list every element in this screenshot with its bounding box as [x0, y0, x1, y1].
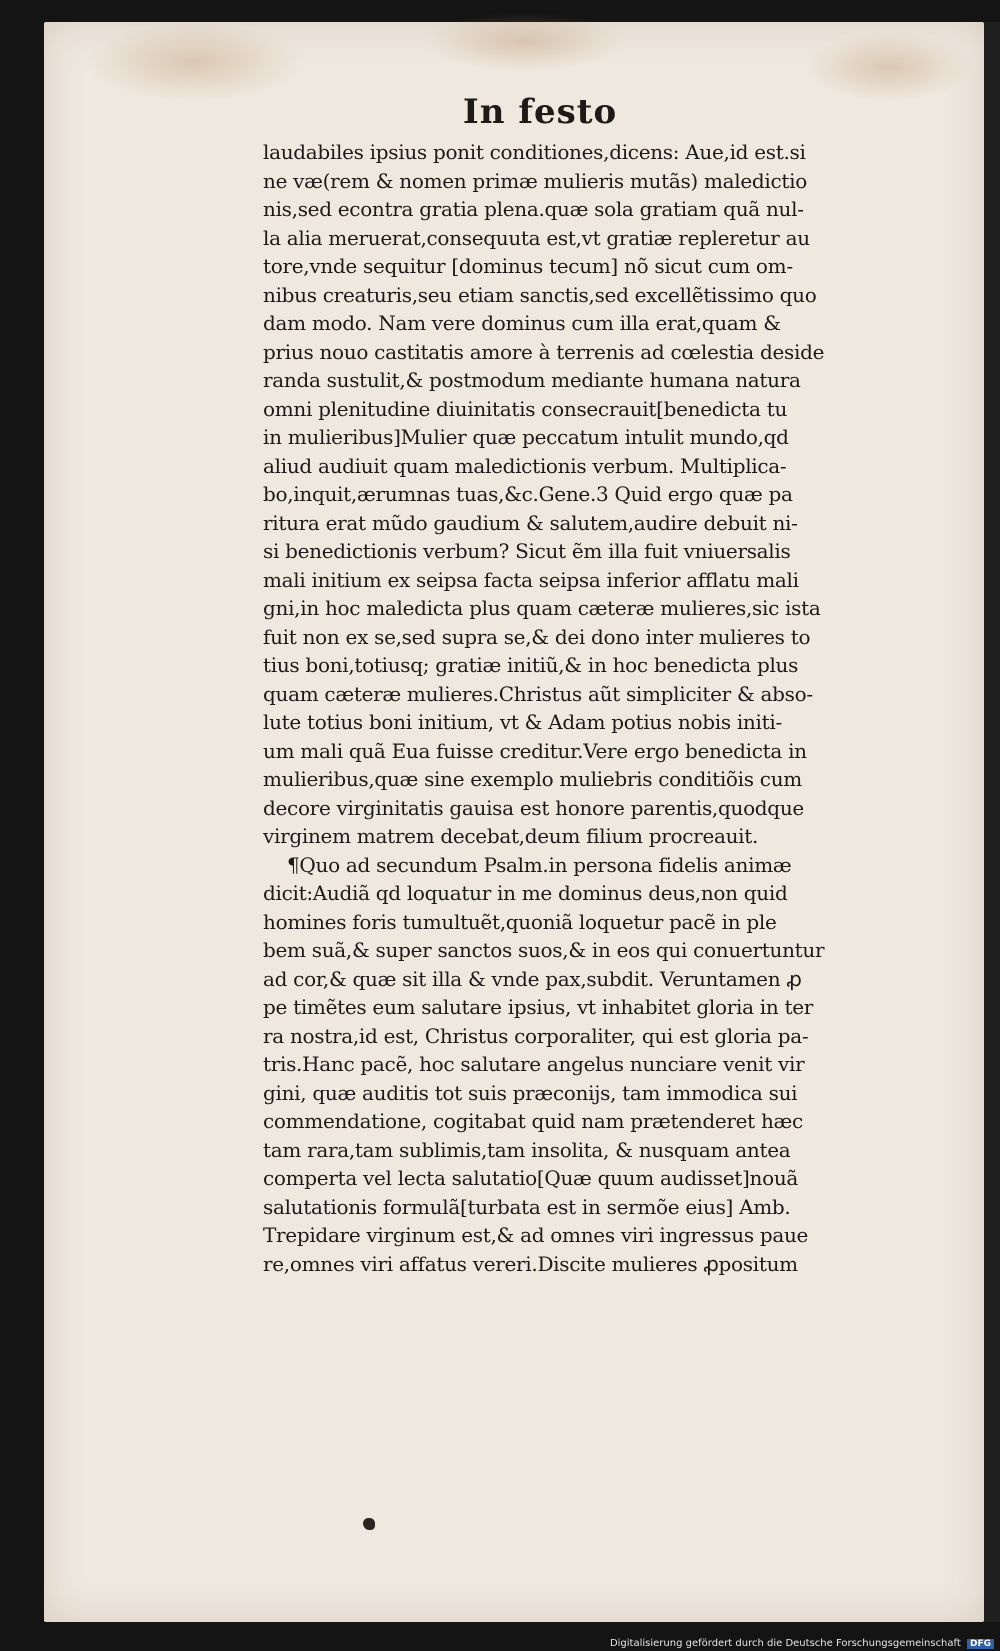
text-line: gni,in hoc maledicta plus quam cæteræ mulieres,sic ista	[263, 596, 821, 620]
text-line: ne væ(rem & nomen primæ mulieris mutãs) maledictio	[263, 168, 807, 193]
text-line: tam rara,tam sublimis,tam insolita, & nusquam antea	[263, 1137, 791, 1162]
text-line: commendatione, cogitabat quid nam prætenderet hæc	[263, 1109, 803, 1133]
text-line: quam cæteræ mulieres.Christus aũt simpliciter & abso-	[263, 681, 813, 706]
digitization-credit	[610, 1638, 994, 1649]
text-line: dicit:Audiã qd loquatur in me dominus deus,non quid	[263, 881, 788, 905]
text-line: ad cor,& quæ sit illa & vnde pax,subdit. Veruntamen ꝓ	[263, 966, 802, 991]
text-line: dam modo. Nam vere dominus cum illa erat,quam &	[263, 311, 781, 335]
text-line: decore virginitatis gauisa est honore parentis,quodque	[263, 795, 804, 820]
text-line: mulieribus,quæ sine exemplo muliebris conditiõis cum	[263, 767, 802, 791]
text-line: prius nouo castitatis amore à terrenis ad cœlestia deside	[263, 339, 825, 364]
text-line: randa sustulit,& postmodum mediante humana natura	[263, 368, 801, 392]
paper-stain	[84, 22, 304, 102]
text-line: nibus creaturis,seu etiam sanctis,sed excellẽtissimo quo	[263, 282, 817, 307]
text-line: homines foris tumultuẽt,quoniã loquetur pacẽ in ple	[263, 909, 777, 934]
text-line: laudabiles ipsius ponit conditiones,dicens: Aue,id est.si	[263, 140, 806, 164]
text-line: um mali quã Eua fuisse creditur.Vere ergo benedicta in	[263, 738, 807, 763]
text-line: Trepidare virginum est,& ad omnes viri ingressus paue	[263, 1223, 809, 1247]
text-line: ¶Quo ad secundum Psalm.in persona fidelis animæ	[287, 852, 792, 877]
text-line: bem suã,& super sanctos suos,& in eos qui conuertuntur	[263, 938, 825, 962]
text-line: tore,vnde sequitur [dominus tecum] nõ sicut cum om-	[263, 254, 793, 278]
body-text	[263, 138, 943, 1278]
text-line: in mulieribus]Mulier quæ peccatum intulit mundo,qd	[263, 425, 789, 449]
running-head: In festo	[462, 92, 618, 132]
text-line: omni plenitudine diuinitatis consecrauit[benedicta tu	[263, 396, 788, 421]
text-line: la alia meruerat,consequuta est,vt gratiæ repleretur au	[263, 225, 810, 250]
book-spine	[984, 22, 1000, 1622]
text-line: mali initium ex seipsa facta seipsa inferior afflatu mali	[263, 567, 799, 592]
credit-text: Digitalisierung gefördert durch die Deutsche Forschungsgemeinschaft	[609, 1638, 961, 1649]
text-line: pe timẽtes eum salutare ipsius, vt inhabitet gloria in ter	[263, 995, 814, 1019]
printer-ornament	[363, 1518, 375, 1530]
text-line: bo,inquit,ærumnas tuas,&c.Gene.3 Quid ergo quæ pa	[263, 482, 793, 506]
text-line: tris.Hanc pacẽ, hoc salutare angelus nunciare venit vir	[263, 1052, 805, 1076]
text-line: tius boni,totiusq; gratiæ initiũ,& in hoc benedicta plus	[263, 653, 799, 677]
text-line: lute totius boni initium, vt & Adam potius nobis initi-	[263, 710, 782, 734]
text-line: si benedictionis verbum? Sicut ẽm illa fuit vniuersalis	[263, 539, 791, 563]
text-line: nis,sed econtra gratia plena.quæ sola gratiam quã nul-	[263, 197, 804, 221]
text-line: ritura erat mũdo gaudium & salutem,audire debuit ni-	[263, 510, 798, 535]
text-line: virginem matrem decebat,deum filium procreauit.	[263, 824, 759, 848]
dfg-logo: DFG	[967, 1639, 994, 1649]
text-line: re,omnes viri affatus vereri.Discite mulieres ꝓpositum	[263, 1251, 798, 1276]
text-line: comperta vel lecta salutatio[Quæ quum audisset]nouã	[263, 1166, 799, 1190]
text-line: salutationis formulã[turbata est in sermõe eius] Amb.	[263, 1194, 791, 1219]
text-line: gini, quæ auditis tot suis præconijs, tam immodica sui	[263, 1080, 798, 1105]
paper-stain	[424, 12, 624, 72]
text-line: ra nostra,id est, Christus corporaliter, qui est gloria pa-	[263, 1023, 809, 1048]
text-line: fuit non ex se,sed supra se,& dei dono inter mulieres to	[263, 624, 811, 649]
text-line: aliud audiuit quam maledictionis verbum. Multiplica-	[263, 453, 787, 478]
